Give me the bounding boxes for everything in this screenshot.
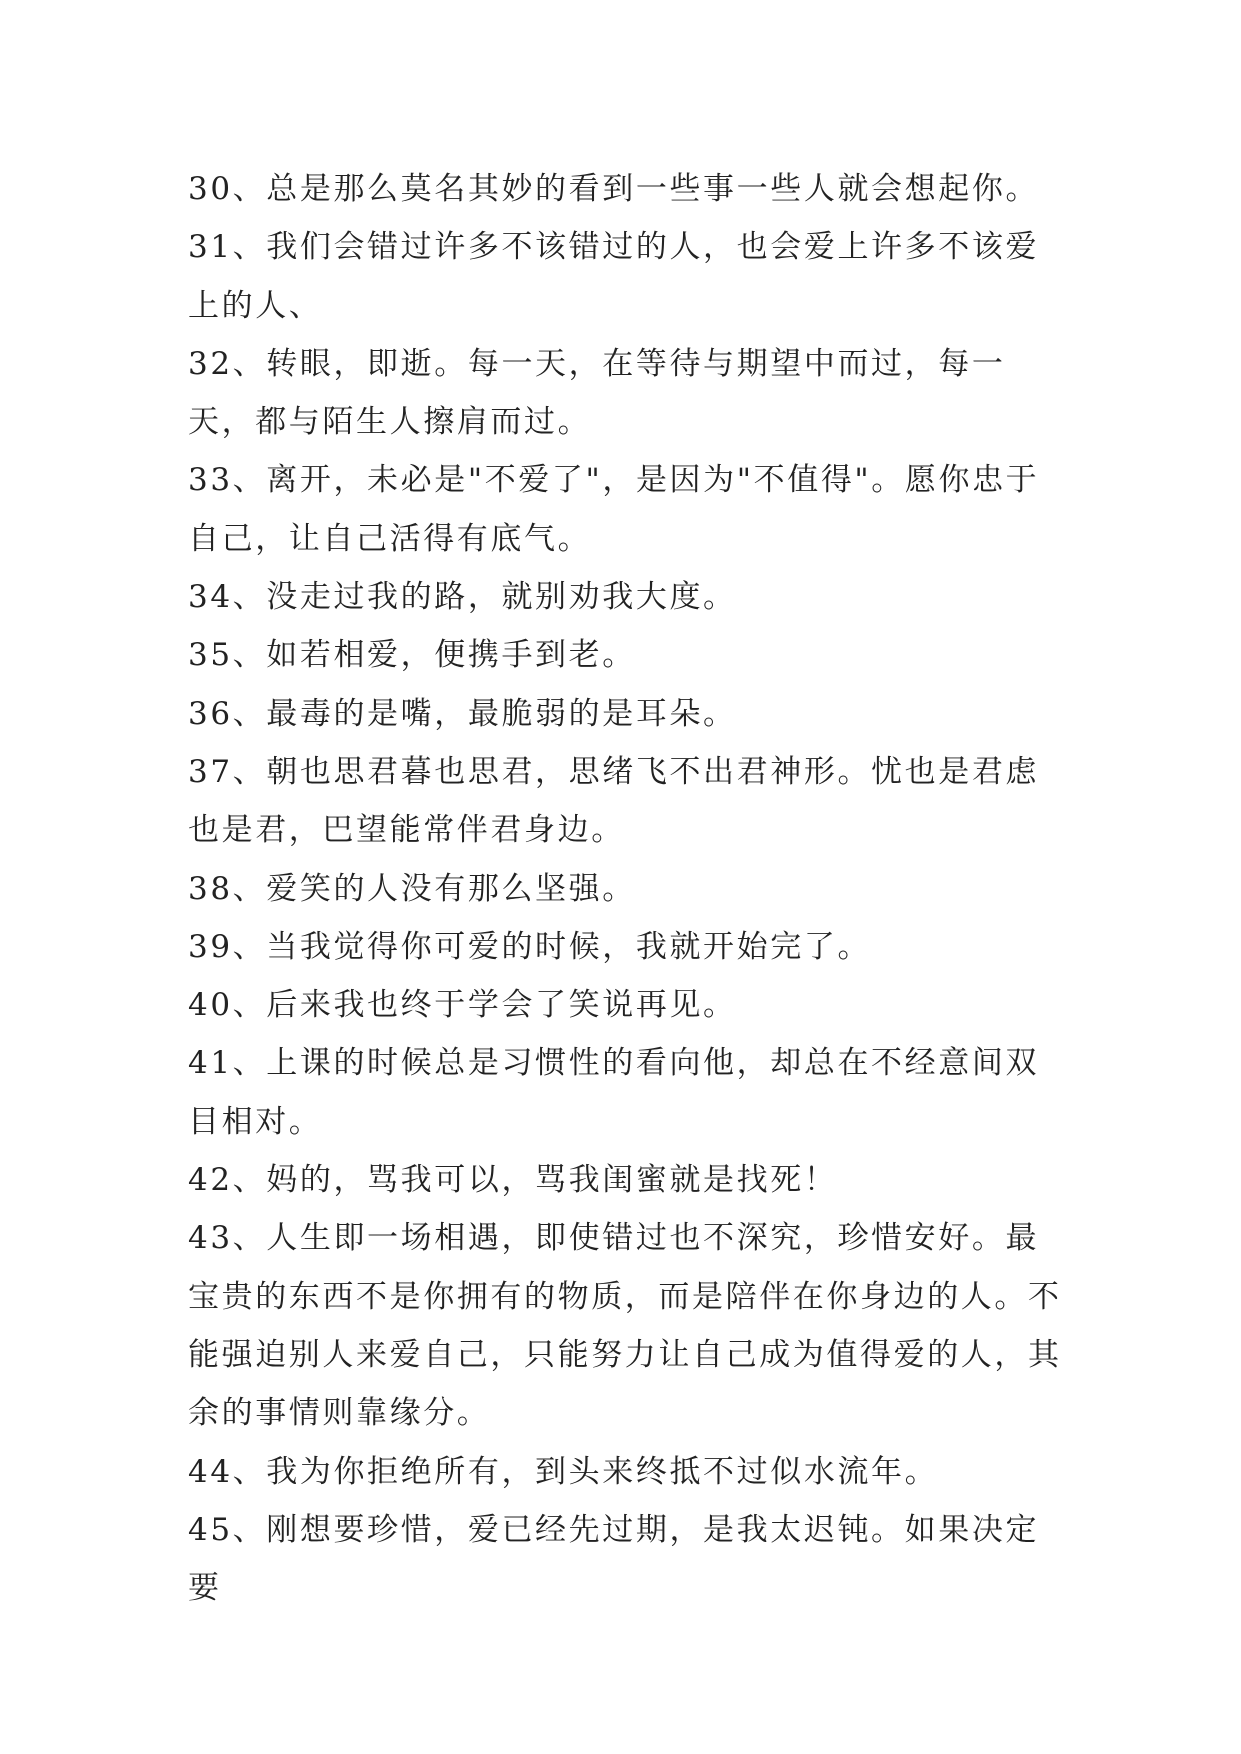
list-item: 36、最毒的是嘴，最脆弱的是耳朵。 xyxy=(188,695,737,732)
list-item: 43、人生即一场相遇，即使错过也不深究，珍惜安好。最宝贵的东西不是你拥有的物质，而是陪伴在你身边的人。不能强迫别人来爱自己，只能努力让自己成为值得爱的人，其余的事情则靠缘分。 xyxy=(188,1220,1062,1432)
list-item: 37、朝也思君暮也思君，思绪飞不出君神形。忧也是君虑也是君，巴望能常伴君身边。 xyxy=(188,753,1040,849)
list-item: 45、刚想要珍惜，爱已经先过期，是我太迟钝。如果决定要 xyxy=(188,1511,1040,1607)
document-body xyxy=(188,160,1068,1617)
list-item: 32、转眼，即逝。每一天，在等待与期望中而过，每一天，都与陌生人擦肩而过。 xyxy=(188,345,1006,441)
list-item: 33、离开，未必是"不爱了"，是因为"不值得"。愿你忠于自己，让自己活得有底气。 xyxy=(188,462,1040,557)
list-item: 30、总是那么莫名其妙的看到一些事一些人就会想起你。 xyxy=(188,171,1040,207)
list-item: 35、如若相爱，便携手到老。 xyxy=(188,637,636,674)
list-item: 34、没走过我的路，就别劝我大度。 xyxy=(188,579,737,616)
list-item: 31、我们会错过许多不该错过的人，也会爱上许多不该爱上的人、 xyxy=(188,229,1040,324)
list-item: 42、妈的，骂我可以，骂我闺蜜就是找死！ xyxy=(188,1162,838,1199)
list-item: 44、我为你拒绝所有，到头来终抵不过似水流年。 xyxy=(188,1453,939,1490)
list-item: 38、爱笑的人没有那么坚强。 xyxy=(188,870,636,907)
list-item: 41、上课的时候总是习惯性的看向他，却总在不经意间双目相对。 xyxy=(188,1045,1040,1140)
list-item: 40、后来我也终于学会了笑说再见。 xyxy=(188,987,737,1024)
list-item: 39、当我觉得你可爱的时候，我就开始完了。 xyxy=(188,928,872,965)
